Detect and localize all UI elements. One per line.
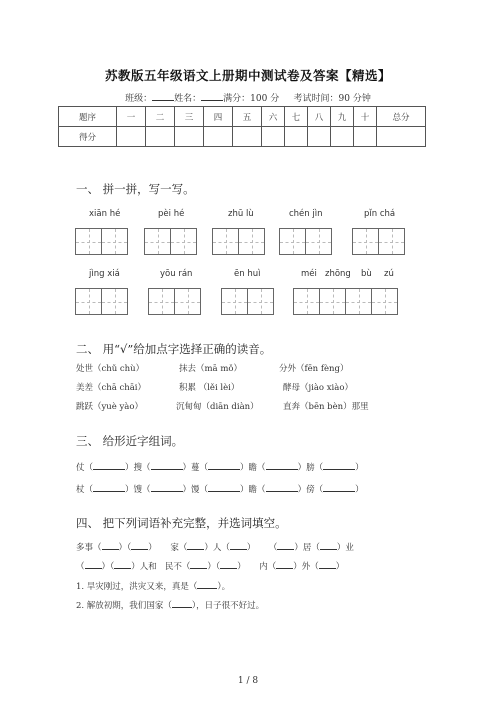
- answer-blank[interactable]: [151, 461, 183, 470]
- answer-blank[interactable]: [208, 483, 240, 492]
- section4-heading: 四、 把下列词语补充完整，并选词填空。: [76, 516, 287, 530]
- pinyin-label: méi: [301, 269, 317, 279]
- pinyin-label: yōu rán: [160, 269, 193, 279]
- grid-cell[interactable]: [212, 228, 239, 255]
- question-text: 1. 旱灾刚过，洪灾又来，真是（: [76, 582, 198, 592]
- char-prompt: ）傍（: [297, 485, 324, 495]
- char-prompt: ）馊（: [125, 485, 151, 495]
- score-cell[interactable]: [204, 127, 233, 147]
- answer-blank[interactable]: [266, 461, 298, 470]
- score-cell[interactable]: [331, 127, 354, 147]
- grid-cell[interactable]: [148, 288, 175, 315]
- score-header-cell: 八: [308, 107, 331, 127]
- answer-blank[interactable]: [320, 541, 337, 550]
- writing-grid[interactable]: [144, 228, 197, 255]
- pinyin-label: ēn huì: [234, 269, 261, 279]
- grid-cell[interactable]: [279, 228, 306, 255]
- answer-blank[interactable]: [277, 541, 294, 550]
- reading-choice: 积累 （lěi lèi）: [179, 383, 240, 393]
- word-group-row-1: [76, 461, 364, 473]
- grid-cell[interactable]: [75, 228, 102, 255]
- pinyin-label: jìng xiá: [89, 269, 120, 279]
- writing-grid[interactable]: [352, 228, 405, 255]
- answer-blank[interactable]: [131, 541, 148, 550]
- answer-blank[interactable]: [93, 483, 125, 492]
- idiom-text: ）外（: [293, 562, 319, 572]
- section1-heading: 一、 拼一拼，写一写。: [76, 182, 195, 196]
- char-prompt: ）瞻（: [240, 485, 266, 495]
- grid-cell[interactable]: [170, 228, 197, 255]
- idiom-text: ）: [148, 543, 157, 553]
- idiom-line-1: [76, 541, 354, 553]
- class-blank: [152, 92, 174, 101]
- score-header-cell: 五: [233, 107, 262, 127]
- idiom-text: ）居（: [294, 543, 320, 553]
- grid-cell[interactable]: [75, 288, 102, 315]
- idiom-text: ）业: [336, 543, 354, 553]
- grid-cell[interactable]: [371, 288, 398, 315]
- grid-cell[interactable]: [293, 288, 320, 315]
- idiom-text: ）（: [207, 562, 221, 572]
- answer-blank[interactable]: [102, 541, 119, 550]
- answer-blank[interactable]: [266, 483, 298, 492]
- name-label: 姓名：: [174, 94, 202, 104]
- class-label: 班级：: [125, 94, 153, 104]
- idiom-text: ）人（: [204, 543, 230, 553]
- idiom-text: （: [268, 543, 278, 553]
- pinyin-label: zhū lù: [228, 209, 254, 219]
- grid-cell[interactable]: [101, 228, 128, 255]
- reading-choice: 处世（chǔ chù）: [76, 364, 145, 374]
- idiom-text: 民不（: [164, 562, 191, 572]
- reading-choice: 美差（chā chāi）: [76, 383, 147, 393]
- pinyin-label: pǐn chá: [364, 209, 396, 219]
- idiom-text: ）（: [118, 543, 132, 553]
- grid-cell[interactable]: [319, 288, 346, 315]
- answer-blank[interactable]: [93, 461, 125, 470]
- full-score: 满分：100 分: [223, 94, 280, 104]
- idiom-text: ）人和: [131, 562, 157, 572]
- answer-blank[interactable]: [85, 560, 102, 569]
- score-cell[interactable]: [262, 127, 285, 147]
- question-text: 2. 解放初期，我们国家（: [76, 601, 172, 611]
- grid-cell[interactable]: [101, 288, 128, 315]
- answer-blank[interactable]: [220, 560, 237, 569]
- question-text: ）。: [217, 582, 231, 592]
- score-cell[interactable]: [285, 127, 308, 147]
- score-table: [58, 106, 426, 147]
- char-prompt: ）馒（: [182, 485, 209, 495]
- reading-choice: 酵母（jiào xiào）: [283, 383, 353, 393]
- char-prompt: ）: [355, 463, 364, 473]
- word-group-row-2: [76, 483, 364, 495]
- writing-grid[interactable]: [148, 288, 201, 315]
- document-title: 苏教版五年级语文上册期中测试卷及答案【精选】: [104, 68, 391, 83]
- grid-cell[interactable]: [378, 228, 405, 255]
- char-prompt: ）瞻（: [240, 463, 266, 473]
- answer-blank[interactable]: [323, 461, 355, 470]
- exam-info: [0, 91, 496, 104]
- score-header-cell: 一: [117, 107, 146, 127]
- question-2: [76, 599, 264, 611]
- writing-grid[interactable]: [75, 288, 128, 315]
- reading-choice: 抹去（mā mǒ）: [179, 364, 243, 374]
- answer-blank[interactable]: [276, 560, 293, 569]
- answer-blank[interactable]: [114, 560, 131, 569]
- idiom-text: ）: [246, 543, 256, 553]
- answer-blank[interactable]: [190, 560, 207, 569]
- grid-cell[interactable]: [247, 288, 274, 315]
- exam-time: 考试时间：90 分钟: [293, 94, 371, 104]
- reading-choice: 直奔（bēn bèn）那里: [283, 402, 369, 412]
- pinyin-label: zú: [384, 269, 394, 279]
- char-prompt: 仗（: [76, 463, 94, 473]
- reading-choice: 跳跃（yuè yào）: [76, 402, 143, 412]
- writing-grid[interactable]: [293, 288, 398, 315]
- score-header-row: [59, 107, 426, 127]
- reading-choice: 分外（fēn fèng）: [279, 364, 349, 374]
- char-prompt: ）蔓（: [182, 463, 209, 473]
- grid-cell[interactable]: [352, 228, 379, 255]
- answer-blank[interactable]: [187, 541, 204, 550]
- score-cell[interactable]: [117, 127, 146, 147]
- writing-grid[interactable]: [221, 288, 274, 315]
- grid-cell[interactable]: [305, 228, 332, 255]
- pinyin-label: zhōng: [325, 269, 351, 279]
- answer-blank[interactable]: [151, 483, 183, 492]
- idiom-text: ）: [237, 562, 246, 572]
- grid-cell[interactable]: [144, 228, 171, 255]
- grid-cell[interactable]: [345, 288, 372, 315]
- section3-heading: 三、 给形近字组词。: [76, 434, 184, 448]
- score-header-cell: 题序: [59, 107, 117, 127]
- char-prompt: ）搜（: [125, 463, 151, 473]
- char-prompt: ）膀（: [297, 463, 324, 473]
- reading-choice: 沉甸甸（diān diàn）: [176, 402, 259, 412]
- question-text: ），日子很不好过。: [191, 601, 265, 611]
- section2-heading: 二、 用“√”给加点字选择正确的读音。: [76, 342, 272, 356]
- grid-cell[interactable]: [238, 228, 265, 255]
- score-header-cell: 二: [146, 107, 175, 127]
- question-1: [76, 580, 230, 592]
- name-blank: [201, 92, 223, 101]
- idiom-text: ）（: [101, 562, 115, 572]
- score-header-cell: 三: [175, 107, 204, 127]
- writing-grid[interactable]: [212, 228, 265, 255]
- answer-blank[interactable]: [319, 560, 336, 569]
- answer-blank[interactable]: [172, 599, 192, 608]
- answer-blank[interactable]: [230, 541, 247, 550]
- char-prompt: ）: [355, 485, 364, 495]
- score-cell[interactable]: [308, 127, 331, 147]
- answer-blank[interactable]: [197, 580, 217, 589]
- grid-cell[interactable]: [221, 288, 248, 315]
- score-header-cell: 七: [285, 107, 308, 127]
- score-cell[interactable]: [175, 127, 204, 147]
- pinyin-label: bù: [361, 269, 372, 279]
- writing-grid[interactable]: [75, 228, 128, 255]
- score-cell[interactable]: [146, 127, 175, 147]
- idiom-text: 家（: [170, 543, 188, 553]
- writing-grid[interactable]: [279, 228, 332, 255]
- score-label: 得分: [59, 127, 117, 147]
- idiom-text: ）: [335, 562, 345, 572]
- grid-cell[interactable]: [174, 288, 201, 315]
- score-header-cell: 十: [354, 107, 377, 127]
- answer-blank[interactable]: [208, 461, 240, 470]
- pinyin-label: xiān hé: [89, 209, 121, 219]
- score-cell[interactable]: [377, 127, 426, 147]
- page-number: 1 / 8: [237, 676, 259, 686]
- pinyin-label: chén jìn: [289, 209, 323, 219]
- char-prompt: 杖（: [76, 485, 94, 495]
- score-header-cell: 四: [204, 107, 233, 127]
- pinyin-label: pèi hé: [158, 209, 185, 219]
- score-cell[interactable]: [233, 127, 262, 147]
- score-header-cell: 九: [331, 107, 354, 127]
- score-row: [59, 127, 426, 147]
- idiom-text: （: [76, 562, 85, 572]
- answer-blank[interactable]: [323, 483, 355, 492]
- idiom-line-2: [76, 560, 344, 572]
- score-cell[interactable]: [354, 127, 377, 147]
- score-header-cell: 总分: [377, 107, 426, 127]
- score-header-cell: 六: [262, 107, 285, 127]
- idiom-text: 内（: [259, 562, 277, 572]
- idiom-text: 多事（: [76, 543, 102, 553]
